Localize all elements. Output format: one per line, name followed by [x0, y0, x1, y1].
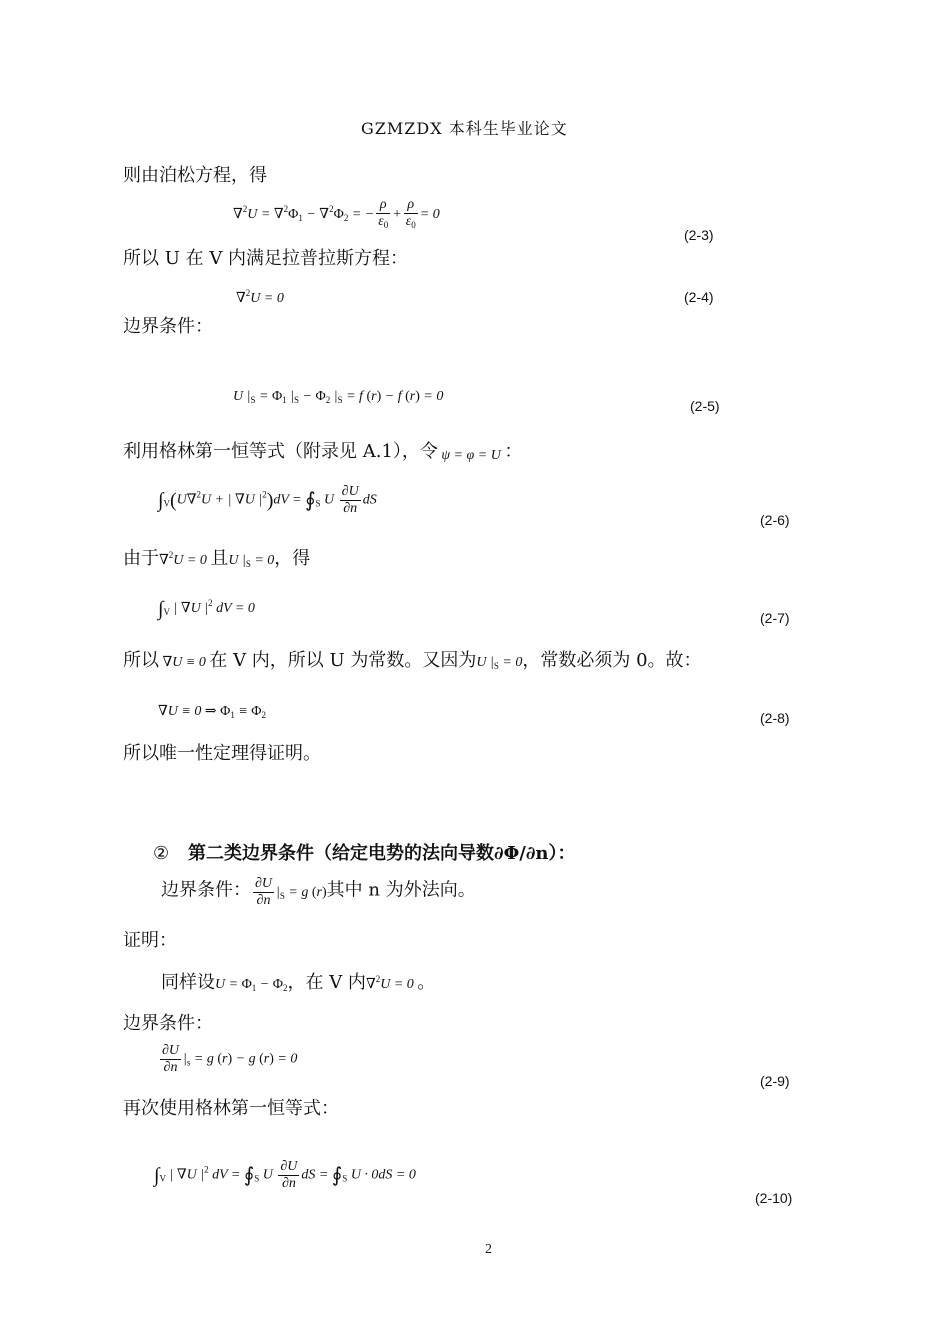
text-proof: 证明：	[123, 930, 177, 951]
text-since-a: 由于	[123, 548, 159, 569]
text-therefore-c: ，常数必须为 0。故：	[522, 650, 702, 671]
equation-2-4: ∇$^2$U = 0	[236, 288, 284, 306]
equation-number: (2-6)	[760, 512, 790, 528]
equation-2-10: $\int_V$ | ∇U $|^2$ dV = $∮_S$ U $\frac{\partial U}{\partial n}$ dS = $∮_S$ U · 0dS = 0	[154, 1159, 416, 1191]
text-similarly-b: ，在 V 内	[287, 972, 366, 993]
text-similarly-c: 。	[417, 972, 436, 993]
text-since	[123, 546, 310, 573]
text-second-boundary-a: 边界条件：	[161, 879, 251, 901]
section-heading	[153, 843, 576, 865]
equation-2-8: ∇U ≡ 0 ⇒ $\Phi_1 \equiv \Phi_2$	[158, 704, 266, 720]
text-similarly-a: 同样设	[161, 972, 215, 993]
inline-math-psi: ψ = φ = U	[437, 448, 505, 463]
text-green-identity-a: 利用格林第一恒等式（附录见 A.1），令	[123, 441, 438, 462]
inline-math-normal-derivative: $\frac{\partial U}{\partial n}$ $|_S = g$ (r)	[255, 876, 327, 908]
text-green-identity-b: ：	[504, 441, 523, 462]
equation-2-9: $\frac{\partial U}{\partial n}$ $|_s = g$ (r) − g (r) = 0	[162, 1043, 298, 1075]
equation-number: (2-7)	[760, 610, 790, 626]
text-second-boundary-b: 其中 n 为外法向。	[326, 879, 476, 901]
text-since-c: ，得	[274, 548, 311, 569]
text-similarly-set	[161, 970, 435, 997]
section-number: ②	[153, 843, 170, 864]
text-boundary-condition: 边界条件：	[123, 316, 213, 337]
inline-math-boundary-zero: U $|_S = 0$	[476, 655, 523, 671]
text-since-b: 且	[210, 548, 229, 569]
text-boundary-condition-2: 边界条件：	[123, 1013, 213, 1034]
equation-2-3: $\nabla^2U = \nabla^2\Phi_1 - \nabla^2\Phi_2$ = − $\frac{\rho}{\varepsilon_0}$ + $\frac{\rho}{\varepsilon_0}$ = 0	[233, 197, 440, 230]
equation-2-5: U $|_S = \Phi_1$ $|_S - \Phi_2$ $|_S = f$ (r) − f (r) = 0	[233, 389, 444, 405]
inline-math-boundary-zero: U $|_S = 0$	[228, 553, 275, 569]
inline-math-laplace-zero: ∇$^2$U = 0	[159, 550, 211, 568]
equation-number: (2-3)	[684, 227, 714, 243]
inline-math-laplace-zero: ∇$^2$U = 0	[365, 974, 418, 992]
text-green-identity	[123, 441, 522, 465]
inline-math-gradient-zero: ∇U ≡ 0	[159, 655, 210, 670]
equation-number: (2-5)	[690, 398, 720, 414]
section-title: 第二类边界条件（给定电势的法向导数∂Φ/∂n）：	[187, 843, 576, 864]
text-uniqueness-proved: 所以唯一性定理得证明。	[123, 743, 321, 764]
text-poisson-intro: 则由泊松方程，得	[123, 165, 267, 186]
equation-number: (2-9)	[760, 1073, 790, 1089]
page-header: GZMZDX 本科生毕业论文	[361, 119, 568, 138]
equation-2-6: $\int_V(U\nabla^2U$ + | ∇U $|^2)dV$ = $∮_S$ U $\frac{\partial U}{\partial n}$ dS	[158, 484, 377, 516]
text-therefore-a: 所以	[123, 650, 159, 671]
text-second-boundary	[161, 876, 476, 909]
text-therefore-constant	[123, 650, 702, 675]
equation-number: (2-4)	[684, 289, 714, 305]
text-therefore-b: 在 V 内，所以 U 为常数。又因为	[209, 650, 477, 671]
text-green-again: 再次使用格林第一恒等式：	[123, 1098, 339, 1119]
equation-number: (2-10)	[755, 1190, 793, 1206]
page-number: 2	[485, 1242, 492, 1257]
text-laplace-intro: 所以 U 在 V 内满足拉普拉斯方程：	[123, 248, 409, 269]
inline-math-u-definition: $U = \Phi_1 - \Phi_2$	[215, 977, 288, 993]
equation-number: (2-8)	[760, 710, 790, 726]
equation-2-7: $\int_V$ | ∇U $|^2$ dV = 0	[158, 598, 255, 620]
